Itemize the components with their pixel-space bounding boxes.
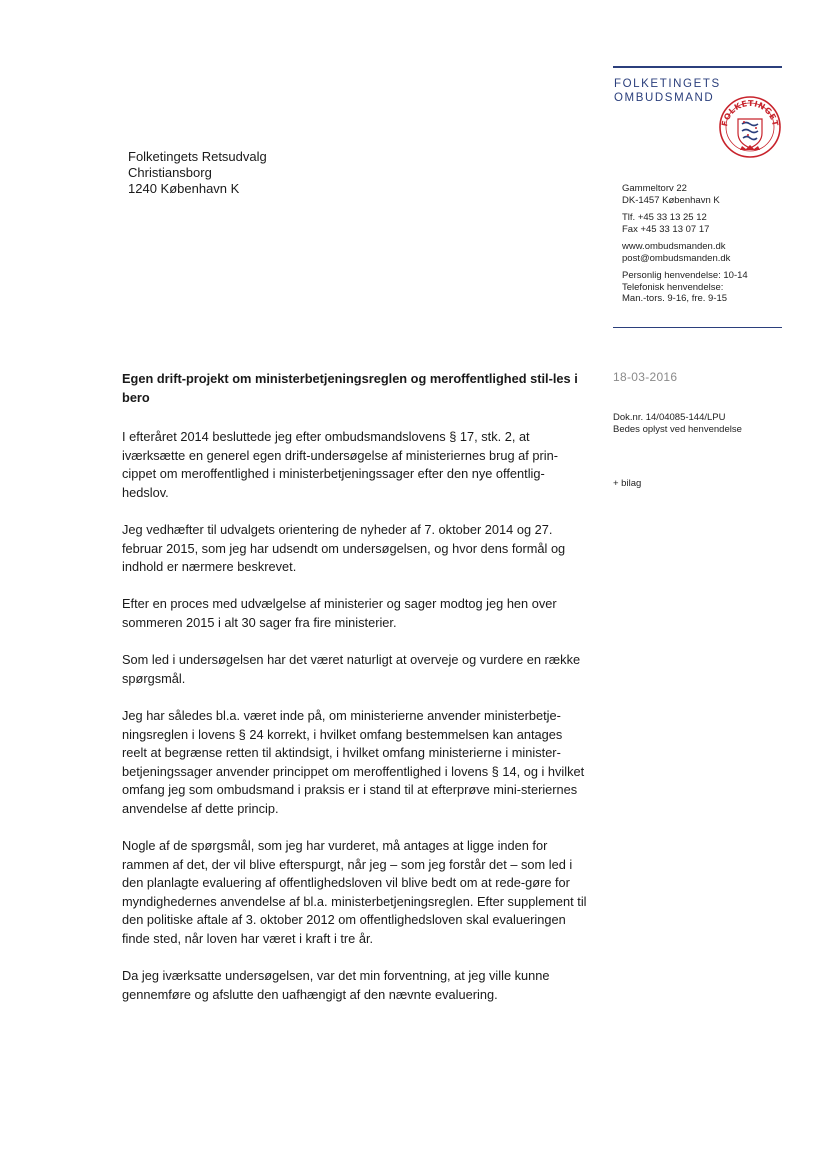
document-reference: [613, 412, 742, 436]
sender-address: [622, 183, 748, 206]
sender-address-line: Gammeltorv 22: [622, 183, 687, 194]
website-link[interactable]: www.ombudsmanden.dk: [622, 241, 726, 252]
attachment-note: + bilag: [613, 478, 642, 489]
recipient-line: Folketingets Retsudvalg: [128, 149, 267, 164]
phone-line: Tlf. +45 33 13 25 12: [622, 212, 707, 223]
hours-line: Man.-tors. 9-16, fre. 9-15: [622, 293, 728, 304]
letter-date: 18-03-2016: [613, 370, 678, 384]
body-paragraph: I efteråret 2014 besluttede jeg efter ombudsmandslovens § 17, stk. 2, at iværksætte en generel egen drift-undersøgelse af ministeriernes brug af prin-cippet om meroffentlighed i ministerbetjeningssager efter den nye offentlig-hedslov.: [122, 429, 559, 500]
letter-body: [122, 428, 587, 1023]
sender-contact: [622, 183, 748, 311]
doc-number: Dok.nr. 14/04085-144/LPU: [613, 412, 726, 423]
logo-line-1: FOLKETINGETS: [614, 78, 721, 90]
hours-line: Personlig henvendelse: 10-14: [622, 270, 748, 281]
body-paragraph: Efter en proces med udvælgelse af ministerier og sager modtog jeg hen over sommeren 2015 i alt 30 sager fra fire ministerier.: [122, 596, 557, 630]
sender-address-line: DK-1457 København K: [622, 194, 720, 206]
sender-hours: [622, 270, 748, 305]
recipient-line: 1240 København K: [128, 181, 240, 196]
recipient-line: Christiansborg: [128, 165, 212, 180]
recipient-address: [128, 149, 267, 197]
sender-phone: [622, 212, 748, 235]
sender-rule: [613, 327, 782, 328]
body-paragraph: Jeg vedhæfter til udvalgets orientering de nyheder af 7. oktober 2014 og 27. februar 2015, som jeg har udsendt om undersøgelsen, og hvor dens formål og indhold er nærmere beskrevet.: [122, 521, 566, 575]
fax-line: Fax +45 33 13 07 17: [622, 223, 710, 235]
doc-note: Bedes oplyst ved henvendelse: [613, 424, 742, 435]
body-paragraph: Som led i undersøgelsen har det været naturligt at overveje og vurdere en række spørgsmål.: [122, 652, 581, 686]
email-link[interactable]: post@ombudsmanden.dk: [622, 252, 731, 264]
logo-wordmark: [614, 77, 721, 105]
body-paragraph: Jeg har således bl.a. været inde på, om ministerierne anvender ministerbetje-ningsreglen i lovens § 24 korrekt, i hvilket omfang bestemmelsen kan antages reelt at begrænse retten til aktindsigt, i hvilket omfang ministerierne i minister-betjeningssager anvender princippet om meroffentlighed i lovens § 14, og i hvilket omfang jeg som ombudsmand i praksis er i stand til at efterprøve mini-steriernes anvendelse af dette princip.: [122, 707, 585, 816]
letter-subject: Egen drift-projekt om ministerbetjeningsreglen og meroffentlighed stil-les i bero: [122, 371, 578, 405]
seal-text: FOLKETINGET: [720, 98, 780, 128]
body-paragraph: Nogle af de spørgsmål, som jeg har vurderet, må antages at ligge inden for rammen af det, der vil blive efterspurgt, når jeg – som jeg forstår det – som led i den planlagte evaluering af offentlighedsloven vil blive bedt om at rede-gøre for myndighedernes anvendelse af bl.a. ministerbetjeningsreglen. Efter supplement til den politiske aftale af 3. oktober 2012 om offentlighedsloven skal evalueringen finde sted, når loven har været i kraft i tre år.: [122, 838, 587, 947]
folketinget-seal-icon: [718, 95, 782, 159]
logo-line-2: OMBUDSMAND: [614, 92, 715, 104]
logo-rule: [613, 66, 782, 68]
hours-line: Telefonisk henvendelse:: [622, 281, 724, 293]
body-paragraph: Da jeg iværksatte undersøgelsen, var det min forventning, at jeg ville kunne gennemføre og afslutte den uafhængigt af den nævnte evaluering.: [122, 968, 550, 1002]
sender-web: [622, 241, 748, 264]
